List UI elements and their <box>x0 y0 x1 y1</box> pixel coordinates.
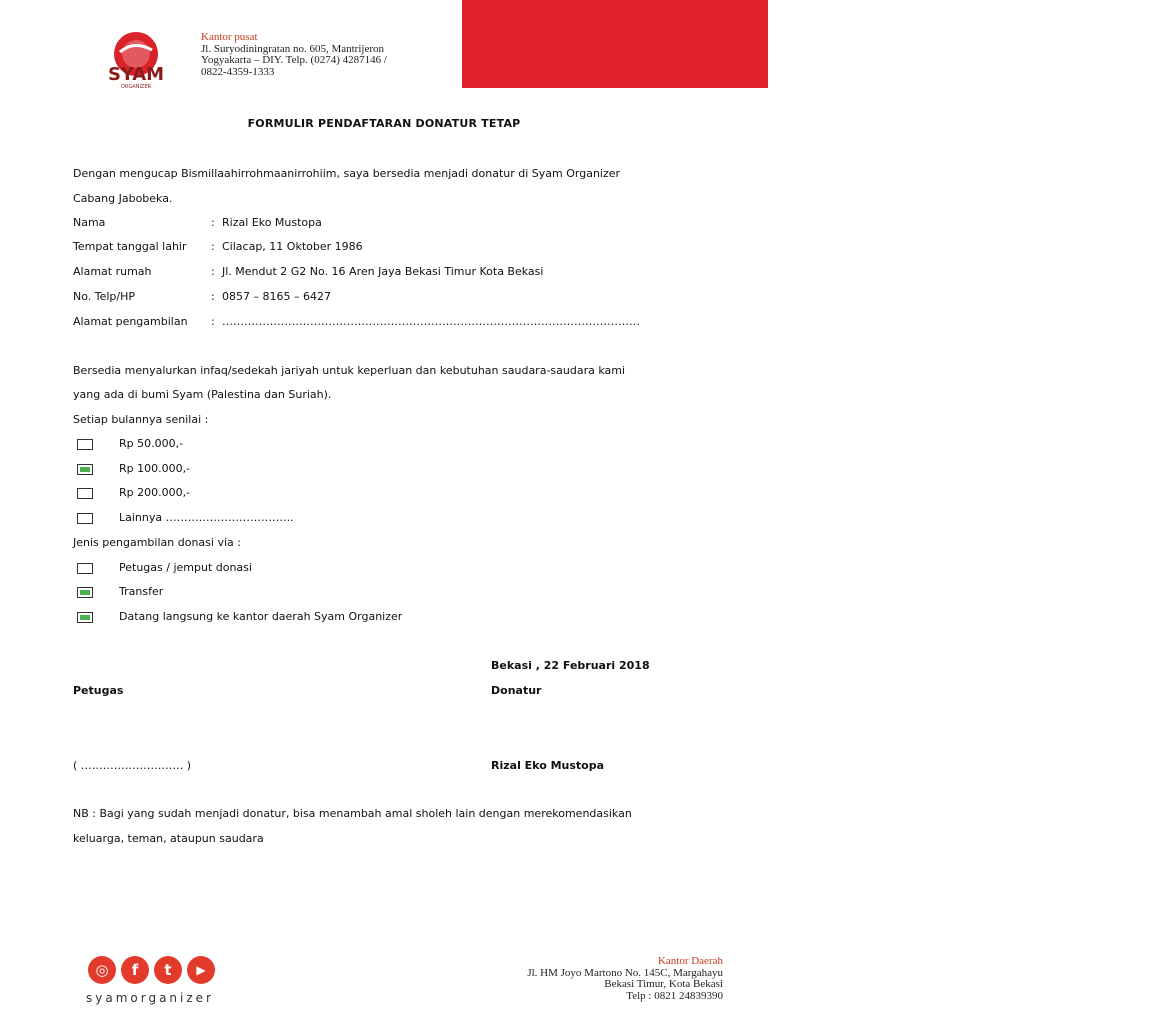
head-office-title: Kantor pusat <box>201 31 258 43</box>
syam-logo <box>100 30 172 90</box>
facebook-icon[interactable]: f <box>121 956 149 984</box>
amount-label-other: Lainnya …………………………….. <box>119 511 294 524</box>
field-label-pickup-address: Alamat pengambilan <box>73 315 188 328</box>
branch-office-address <box>527 956 723 1002</box>
footer-brand: syamorganizer <box>86 991 214 1005</box>
pledge-text: Bersedia menyalurkan infaq/sedekah jariyah untuk keperluan dan kebutuhan saudara-saudara kami <box>73 364 626 377</box>
pickup-checkbox-officer[interactable] <box>77 563 93 574</box>
svg-text:ORGANIZER: ORGANIZER <box>121 84 151 90</box>
field-colon: : <box>211 265 215 278</box>
branch-office-line: Telp : 0821 24839390 <box>626 989 723 1002</box>
youtube-icon[interactable]: ▶ <box>187 956 215 984</box>
amount-checkbox-50000[interactable] <box>77 439 93 450</box>
officer-signature: ( ………………………. ) <box>73 759 192 772</box>
donor-label: Donatur <box>491 684 542 697</box>
field-value-name[interactable]: Rizal Eko Mustopa <box>222 216 322 229</box>
head-office-line: 0822-4359-1333 <box>201 65 275 78</box>
field-value-address[interactable]: Jl. Mendut 2 G2 No. 16 Aren Jaya Bekasi Timur Kota Bekasi <box>222 265 544 278</box>
intro-text: Cabang Jabobeka. <box>73 192 173 205</box>
field-colon: : <box>211 240 215 253</box>
pickup-label-office: Datang langsung ke kantor daerah Syam Organizer <box>119 610 403 623</box>
pickup-label-officer: Petugas / jemput donasi <box>119 561 252 574</box>
amount-checkbox-other[interactable] <box>77 513 93 524</box>
donor-name: Rizal Eko Mustopa <box>491 759 605 772</box>
amount-label-50000: Rp 50.000,- <box>119 437 184 450</box>
amount-label-100000: Rp 100.000,- <box>119 462 191 475</box>
website-url[interactable]: www.syamorganizer.org <box>1010 37 1170 52</box>
note-text: keluarga, teman, ataupun saudara <box>73 832 264 845</box>
amount-checkbox-100000[interactable] <box>77 464 93 475</box>
field-label-name: Nama <box>73 216 106 229</box>
field-colon: : <box>211 315 215 328</box>
amount-checkbox-200000[interactable] <box>77 488 93 499</box>
field-colon: : <box>211 216 215 229</box>
monthly-label: Setiap bulannya senilai : <box>73 413 209 426</box>
head-office-line: Jl. Suryodiningratan no. 605, Mantrijeron <box>201 42 385 55</box>
amount-label-200000: Rp 200.000,- <box>119 486 191 499</box>
branch-office-title: Kantor Daerah <box>657 955 723 967</box>
branch-office-line: Bekasi Timur, Kota Bekasi <box>604 978 723 990</box>
pickup-label: Jenis pengambilan donasi via : <box>73 536 241 549</box>
head-office-address <box>201 32 416 78</box>
instagram-icon[interactable]: ◎ <box>88 956 116 984</box>
header-banner <box>462 0 1170 88</box>
pledge-text: yang ada di bumi Syam (Palestina dan Suriah). <box>73 388 332 401</box>
intro-text: Dengan mengucap Bismillaahirrohmaanirrohiim, saya bersedia menjadi donatur di Syam Organizer <box>73 167 621 180</box>
note-text: NB : Bagi yang sudah menjadi donatur, bisa menambah amal sholeh lain dengan merekomendasikan <box>73 807 632 820</box>
field-label-phone: No. Telp/HP <box>73 290 136 303</box>
pickup-label-transfer: Transfer <box>119 585 164 598</box>
field-label-birth: Tempat tanggal lahir <box>73 240 187 253</box>
svg-text:SYAM: SYAM <box>107 64 165 85</box>
pickup-checkbox-transfer[interactable] <box>77 587 93 598</box>
pickup-checkbox-office[interactable] <box>77 612 93 623</box>
field-value-phone[interactable]: 0857 – 8165 – 6427 <box>222 290 331 303</box>
field-colon: : <box>211 290 215 303</box>
head-office-line: Yogyakarta – DIY. Telp. (0274) 4287146 / <box>201 54 387 66</box>
field-label-address: Alamat rumah <box>73 265 152 278</box>
twitter-icon[interactable]: t <box>154 956 182 984</box>
branch-office-line: Jl. HM Joyo Martono No. 145C, Margahayu <box>527 966 723 979</box>
field-value-birth[interactable]: Cilacap, 11 Oktober 1986 <box>222 240 363 253</box>
document-title: FORMULIR PENDAFTARAN DONATUR TETAP <box>247 117 521 130</box>
place-date: Bekasi , 22 Februari 2018 <box>491 659 650 672</box>
officer-label: Petugas <box>73 684 124 697</box>
field-value-pickup-address[interactable]: …………………………………………………………………………………………………… <box>222 315 640 328</box>
